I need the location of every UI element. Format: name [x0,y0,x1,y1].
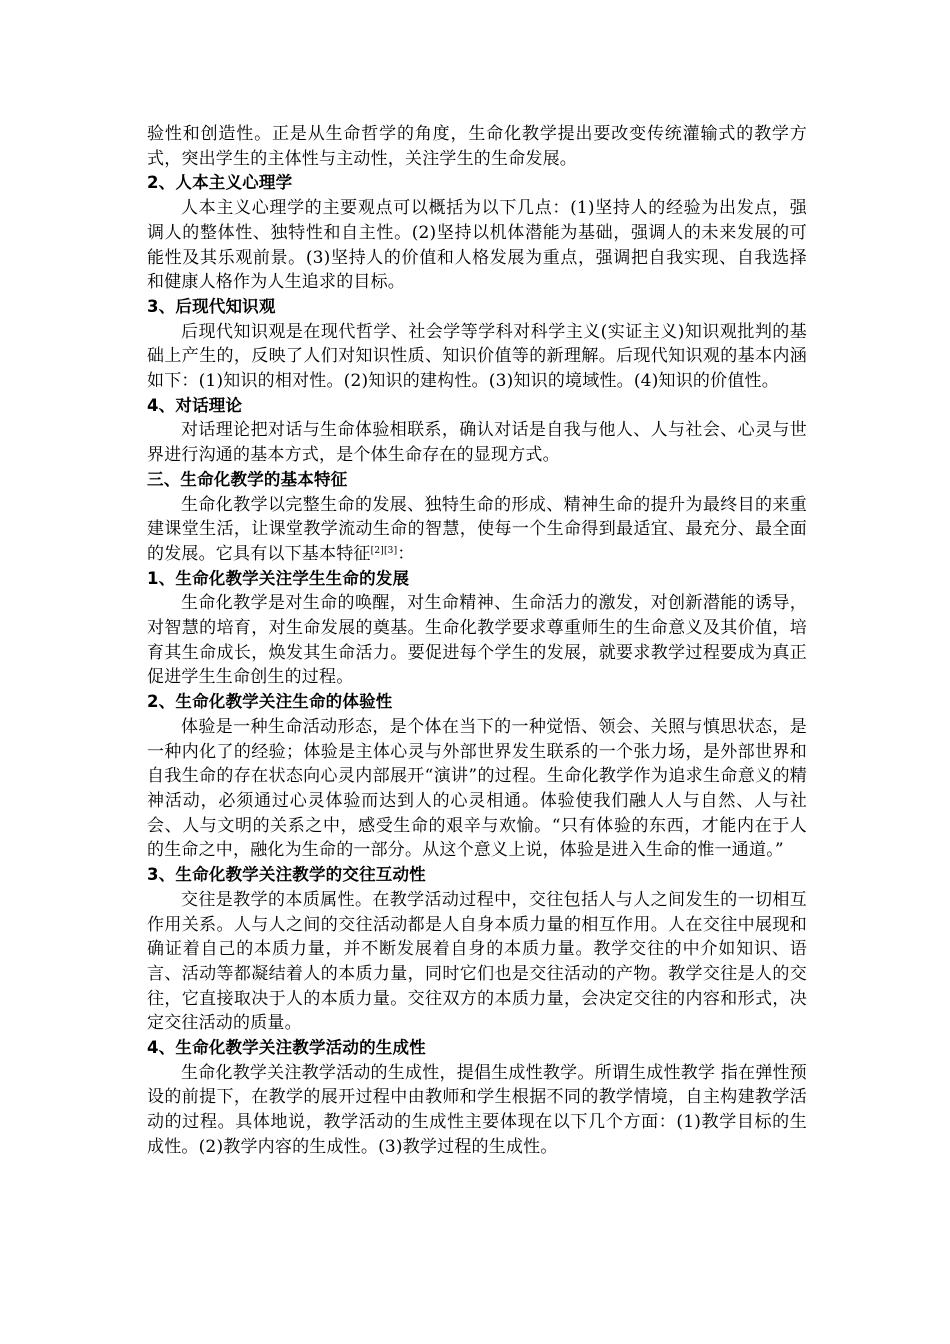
paragraph-student-development: 生命化教学是对生命的唤醒，对生命精神、生命活力的激发，对创新潜能的诱导，对智慧的培育，对生命发展的奠基。生命化教学要求尊重师生的生命意义及其价值，培育其生命成长，焕发其生命活力。要促进每个学生的发展，就要求教学过程要成为真正促进学生生命创生的过程。 [147,593,807,688]
heading-interaction: 3、生命化教学关注教学的交往互动性 [147,865,426,885]
document-page [147,122,807,1160]
heading-postmodern-knowledge: 3、后现代知识观 [147,296,276,316]
paragraph-basic-features-text: 生命化教学以完整生命的发展、独特生命的形成、精神生命的提升为最终目的来重建课堂生活，让课堂教学流动生命的智慧，使每一个生命得到最适宜、最充分、最全面的发展。它具有以下基本特征 [147,494,807,564]
heading-student-development: 1、生命化教学关注学生生命的发展 [147,568,410,588]
heading-experience: 2、生命化教学关注生命的体验性 [147,692,393,712]
paragraph-basic-features-end: ： [397,543,415,564]
paragraph-humanistic-psychology: 人本主义心理学的主要观点可以概括为以下几点：(1)坚持人的经验为出发点，强调人的整体性、独特性和自主性。(2)坚持以机体潜能为基础，强调人的未来发展的可能性及其乐观前景。(3)坚持人的价值和人格发展为重点，强调把自我实现、自我选择和健康人格作为人生追求的目标。 [147,198,807,293]
citation-ref: [2][3] [370,545,398,556]
paragraph-basic-features [147,493,807,567]
paragraph-dialogue-theory: 对话理论把对话与生命体验相联系，确认对话是自我与他人、人与社会、心灵与世界进行沟通的基本方式，是个体生命存在的显现方式。 [147,420,807,466]
heading-dialogue-theory: 4、对话理论 [147,395,243,415]
paragraph-generative: 生命化教学关注教学活动的生成性，提倡生成性教学。所谓生成性教学 指在弹性预设的前提下，在教学的展开过程中由教师和学生根据不同的教学情境，自主构建教学活动的过程。具体地说，教学活动的生成性主要体现在以下几个方面：(1)教学目标的生成性。(2)教学内容的生成性。(3)教学过程的生成性。 [147,1062,807,1157]
heading-humanistic-psychology: 2、人本主义心理学 [147,173,293,193]
heading-basic-features: 三、生命化教学的基本特征 [147,469,348,489]
paragraph-postmodern-knowledge: 后现代知识观是在现代哲学、社会学等学科对科学主义(实证主义)知识观批判的基础上产生的，反映了人们对知识性质、知识价值等的新理解。后现代知识观的基本内涵如下：(1)知识的相对性。(2)知识的建构性。(3)知识的境域性。(4)知识的价值性。 [147,321,807,392]
heading-generative: 4、生命化教学关注教学活动的生成性 [147,1038,426,1058]
paragraph-interaction: 交往是教学的本质属性。在教学活动过程中，交往包括人与人之间发生的一切相互作用关系。人与人之间的交往活动都是人自身本质力量的相互作用。人在交往中展现和确证着自己的本质力量，并不断发展着自身的本质力量。教学交往的中介如知识、语言、活动等都凝结着人的本质力量，同时它们也是交往活动的产物。教学交往是人的交往，它直接取决于人的本质力量。交往双方的本质力量，会决定交往的内容和形式，决定交往活动的质量。 [147,889,807,1034]
paragraph-experience: 体验是一种生命活动形态，是个体在当下的一种觉悟、领会、关照与慎思状态，是一种内化了的经验；体验是主体心灵与外部世界发生联系的一个张力场，是外部世界和自我生命的存在状态向心灵内部展开“演讲”的过程。生命化教学作为追求生命意义的精神活动，必须通过心灵体验而达到人的心灵相通。体验使我们融人人与自然、人与社会、人与文明的关系之中，感受生命的艰辛与欢愉。“只有体验的东西，才能内在于人的生命之中，融化为生命的一部分。从这个意义上说，体验是进入生命的惟一通道。” [147,716,807,861]
paragraph-continuation: 验性和创造性。正是从生命哲学的角度，生命化教学提出要改变传统灌输式的教学方式，突出学生的主体性与主动性，关注学生的生命发展。 [147,124,807,169]
